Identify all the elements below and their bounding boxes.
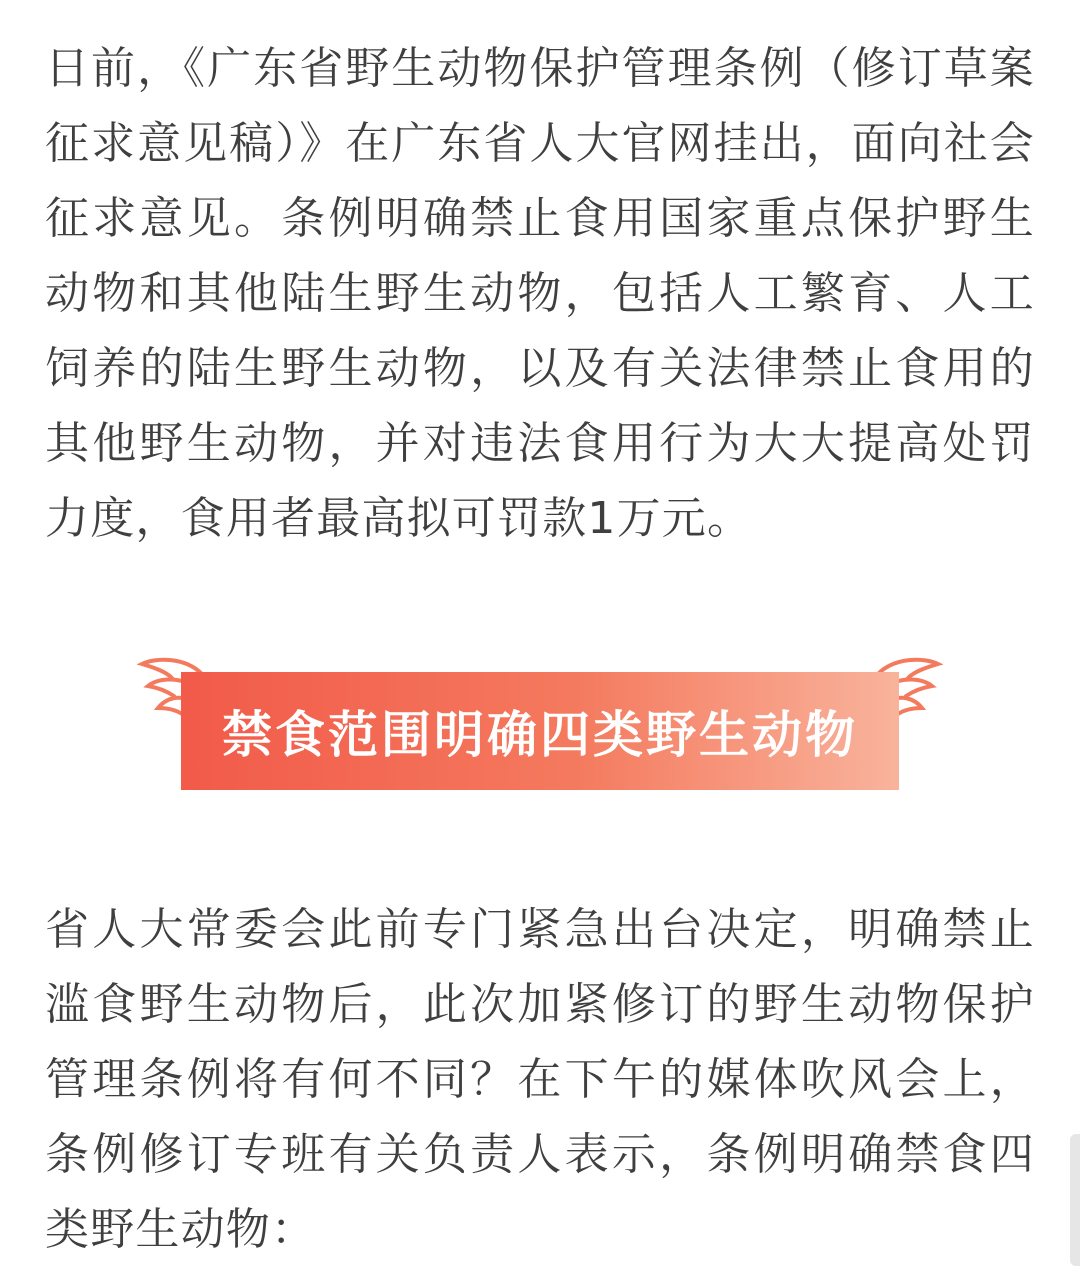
section-header-banner	[136, 650, 944, 796]
section-title: 禁食范围明确四类野生动物	[222, 706, 858, 764]
article-paragraph-2: 省人大常委会此前专门紧急出台决定，明确禁止滥食野生动物后，此次加紧修订的野生动物保护管理条例将有何不同？在下午的媒体吹风会上，条例修订专班有关负责人表示，条例明确禁食四类野生动物：	[45, 904, 1035, 1255]
section-title-box	[181, 672, 899, 790]
scrollbar-thumb[interactable]	[1070, 1134, 1080, 1266]
article-paragraph-1: 日前，《广东省野生动物保护管理条例（修订草案征求意见稿）》在广东省人大官网挂出，面向社会征求意见。条例明确禁止食用国家重点保护野生动物和其他陆生野生动物，包括人工繁育、人工饲养的陆生野生动物，以及有关法律禁止食用的其他野生动物，并对违法食用行为大大提高处罚力度，食用者最高拟可罚款1万元。	[45, 43, 1035, 544]
